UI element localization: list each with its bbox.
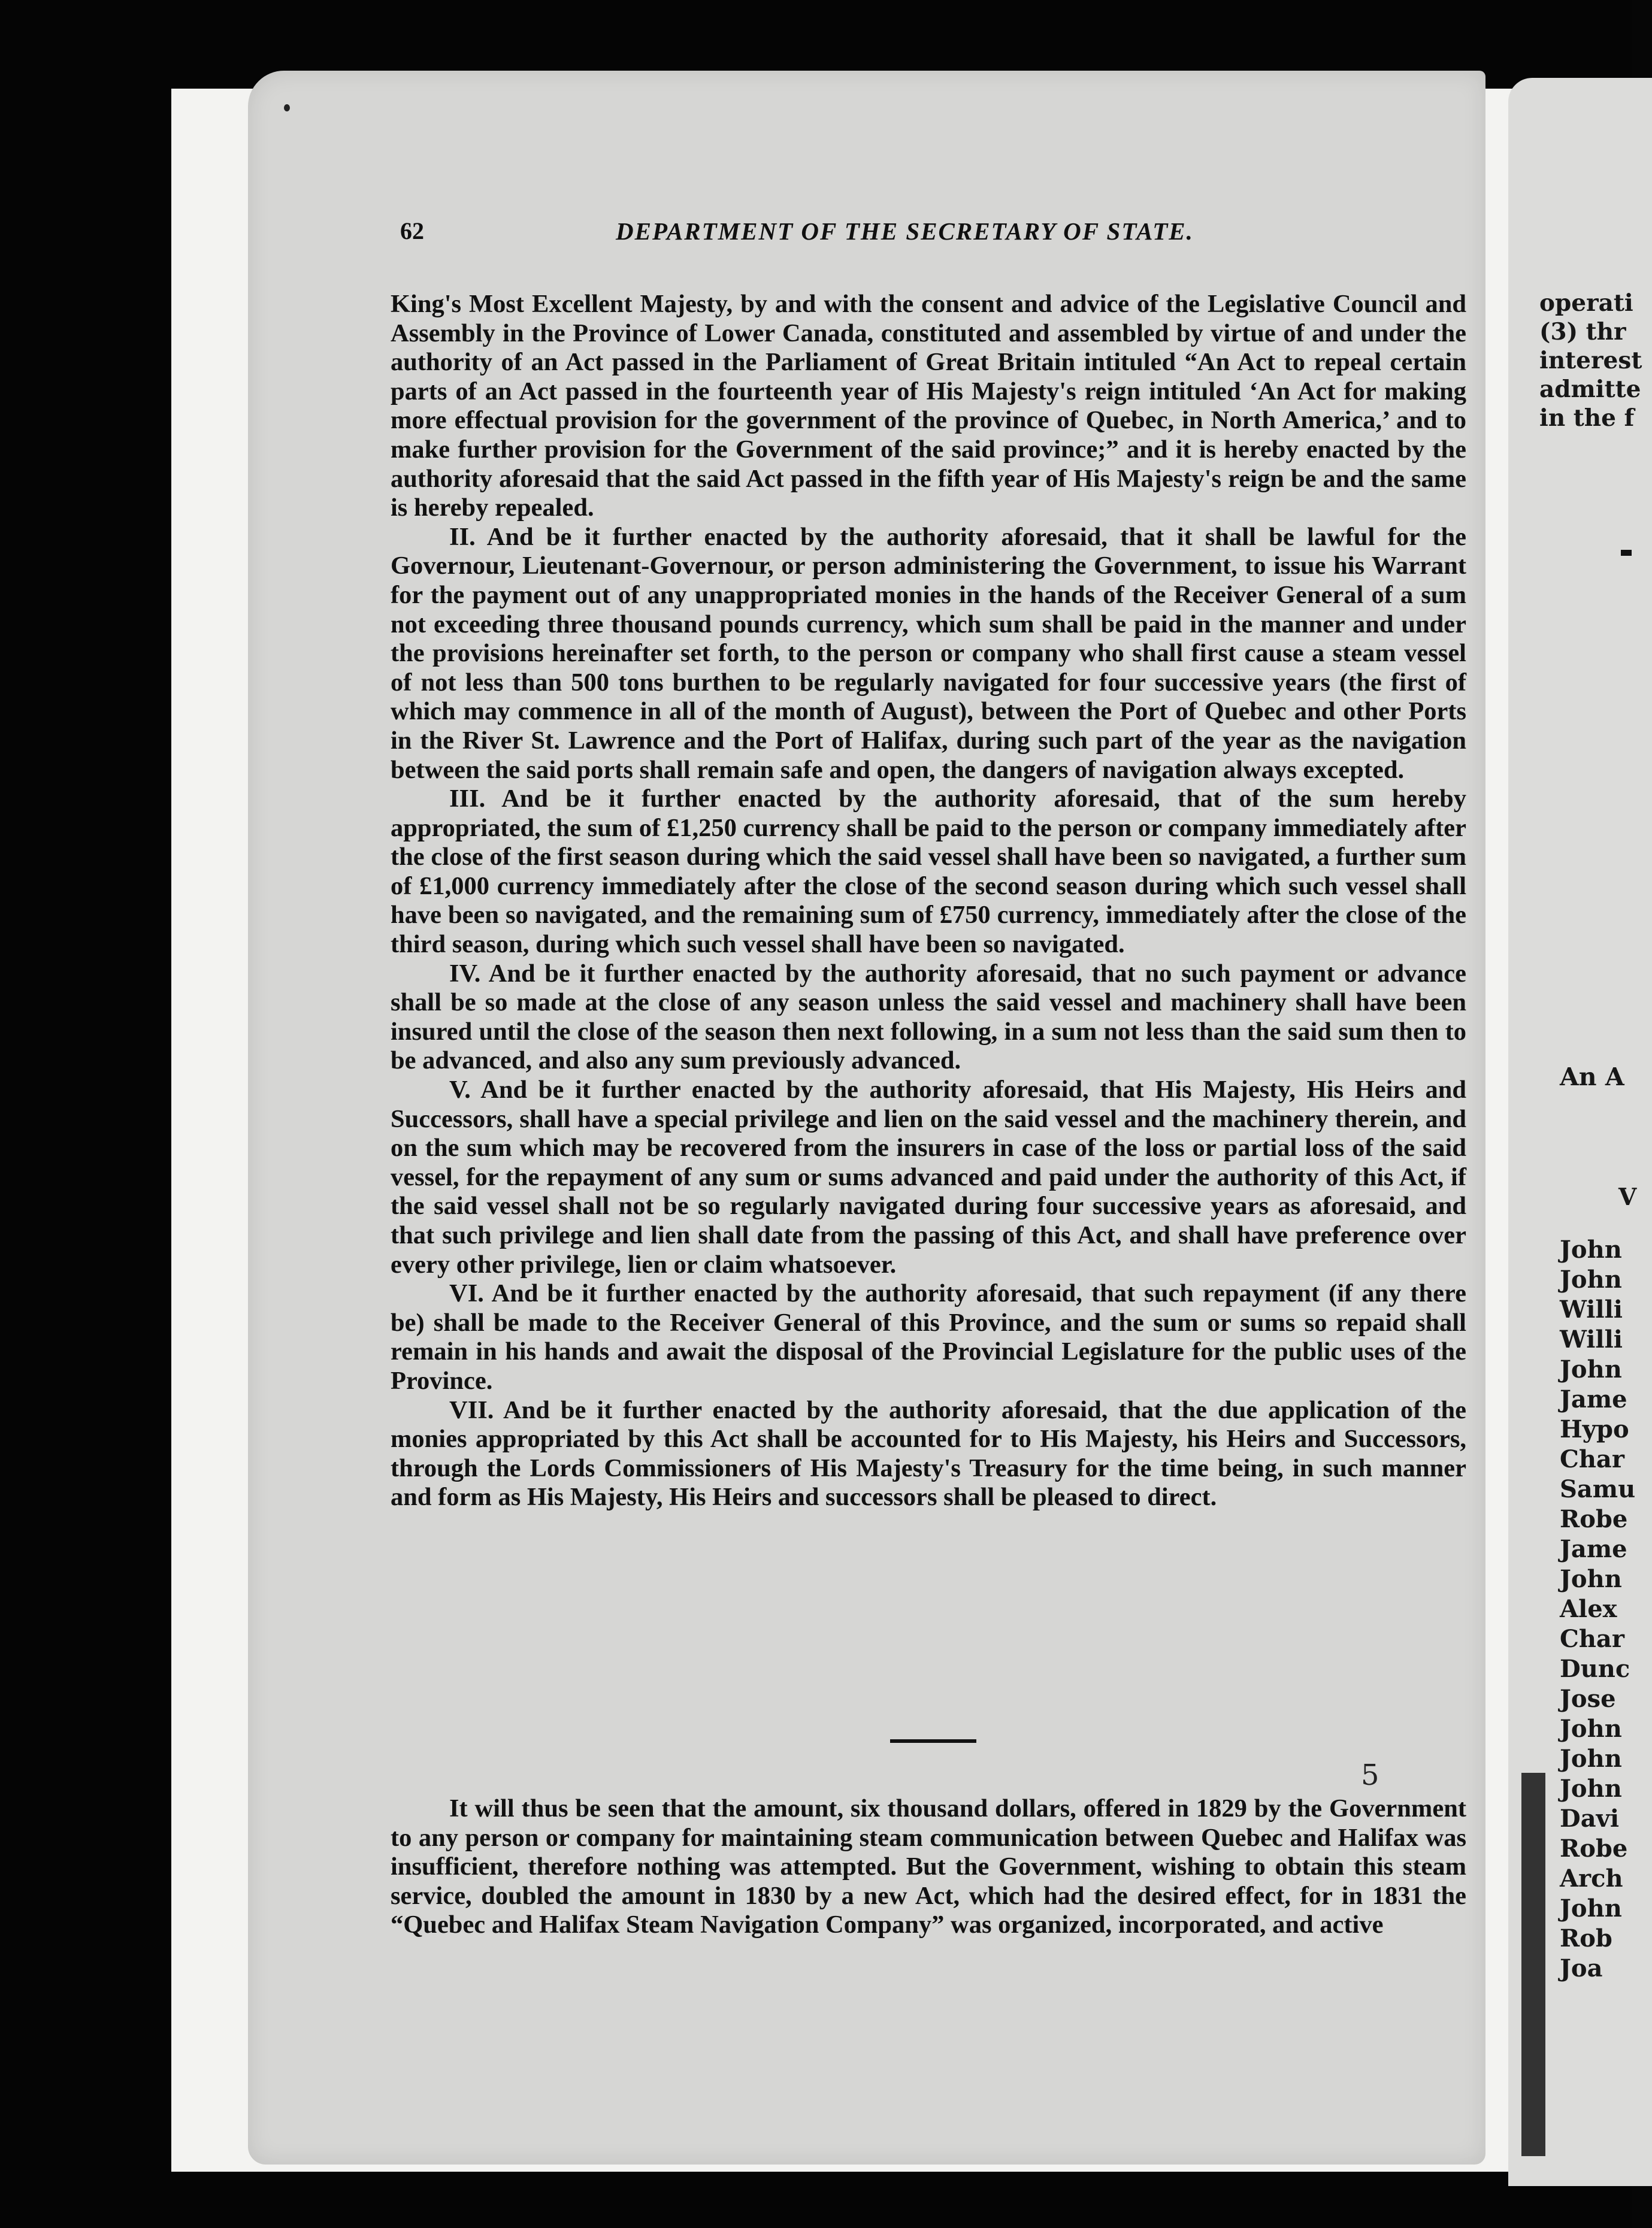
adjacent-page-name-list <box>1560 1235 1635 1984</box>
running-head: DEPARTMENT OF THE SECRETARY OF STATE. <box>616 217 1194 245</box>
adjacent-name: Jame <box>1560 1385 1627 1413</box>
adjacent-name: Joa <box>1560 1954 1603 1982</box>
adjacent-fragment: (3) thr <box>1539 318 1626 346</box>
handwritten-annotation: 5 <box>1361 1758 1379 1792</box>
adjacent-name: Robe <box>1560 1835 1628 1863</box>
adjacent-name: Dunc <box>1560 1655 1630 1683</box>
page-header <box>400 217 1243 247</box>
adjacent-name: Char <box>1560 1625 1624 1653</box>
adjacent-name: Jose <box>1560 1685 1616 1713</box>
adjacent-page-top-fragments <box>1539 289 1642 432</box>
adjacent-name: Hypo <box>1560 1415 1629 1443</box>
act-section-3: III. And be it further enacted by the authority aforesaid, that of the sum hereby appropriated, the sum of £1,250 currency shall be paid to the person or company immediately after the close of the first season during which the said vessel shall have been so navigated, a further sum of £1,000 currency immediately after the close of the second season during which such vessel shall have been so navigated, and the remaining sum of £750 currency, immediately after the close of the third season, during which such vessel shall have been so navigated. <box>391 785 1466 959</box>
page-speck <box>284 104 290 111</box>
act-section-2: II. And be it further enacted by the authority aforesaid, that it shall be lawful for the Governour, Lieutenant-Governour, or person administering the Government, to issue his Warrant for the payment out of any unappropriated monies in the hands of the Receiver General of a sum not exceeding three thousand pounds currency, which sum shall be paid in the manner and under the provisions hereinafter set forth, to the person or company who shall first cause a steam vessel of not less than 500 tons burthen to be regularly navigated for four successive years (the first of which may commence in all of the month of August), between the Port of Quebec and other Ports in the River St. Lawrence and the Port of Halifax, during such part of the year as the navigation between the said ports shall remain safe and open, the dangers of navigation always excepted. <box>391 522 1466 784</box>
adjacent-name: John <box>1560 1355 1622 1384</box>
commentary-paragraph: It will thus be seen that the amount, six thousand dollars, offered in 1829 by the Government to any person or company for maintaining steam communication between Quebec and Halifax was insufficient, therefore nothing was attempted. But the Government, wishing to obtain this steam service, doubled the amount in 1830 by a new Act, which had the desired effect, for in 1831 the “Quebec and Halifax Steam Navigation Company” was organized, incorporated, and active <box>391 1794 1466 1939</box>
adjacent-name: Rob <box>1560 1924 1612 1952</box>
adjacent-page-heading-fragment: An A <box>1560 1062 1624 1091</box>
adjacent-name: John <box>1560 1894 1622 1923</box>
adjacent-name: John <box>1560 1715 1622 1743</box>
adjacent-name: Samu <box>1560 1475 1636 1503</box>
adjacent-name: John <box>1560 1565 1622 1593</box>
adjacent-page-ink-mark <box>1621 550 1632 556</box>
act-section-7: VII. And be it further enacted by the authority aforesaid, that the due application of the monies appropriated by this Act shall be accounted for to His Majesty, his Heirs and Successors, through the Lords Commissioners of His Majesty's Treasury for the time being, in such manner and form as His Majesty, His Heirs and successors shall be pleased to direct. <box>391 1395 1466 1512</box>
adjacent-name: Robe <box>1560 1505 1628 1533</box>
act-paragraph-preamble: King's Most Excellent Majesty, by and with the consent and advice of the Legislative Council and Assembly in the Province of Lower Canada, constituted and assembled by virtue of and under the authority of an Act passed in the Parliament of Great Britain intituled “An Act to repeal certain parts of an Act passed in the fourteenth year of His Majesty's reign intituled ‘An Act for making more effectual provision for the government of the province of Quebec, in North America,’ and to make further provision for the Government of the said province;” and it is hereby enacted by the authority aforesaid that the said Act passed in the fifth year of His Majesty's reign be and the same is hereby repealed. <box>391 290 1466 522</box>
adjacent-fragment: interest <box>1539 347 1642 374</box>
adjacent-name: Willi <box>1560 1295 1623 1324</box>
adjacent-name: John <box>1560 1236 1622 1264</box>
page-number: 62 <box>400 217 424 244</box>
adjacent-name: Alex <box>1560 1595 1617 1623</box>
adjacent-name: Davi <box>1560 1805 1620 1833</box>
adjacent-page-gutter-shadow <box>1521 1773 1545 2156</box>
adjacent-fragment: admitte <box>1539 376 1641 403</box>
section-divider-rule <box>890 1739 976 1743</box>
adjacent-fragment: in the f <box>1539 404 1635 432</box>
adjacent-page-initial-fragment: V <box>1618 1183 1637 1211</box>
act-section-4: IV. And be it further enacted by the authority aforesaid, that no such payment or advance shall be so made at the close of any season unless the said vessel and machinery shall have been insured until the close of the season then next following, in a sum not less than the said sum then to be advanced, and also any sum previously advanced. <box>391 959 1466 1075</box>
adjacent-name: John <box>1560 1775 1622 1803</box>
adjacent-name: Arch <box>1560 1864 1623 1893</box>
adjacent-name: Willi <box>1560 1325 1623 1354</box>
act-section-6: VI. And be it further enacted by the authority aforesaid, that such repayment (if any there be) shall be made to the Receiver General of this Province, and the sum or sums so repaid shall remain in his hands and await the disposal of the Provincial Legislature for the public uses of the Province. <box>391 1279 1466 1395</box>
adjacent-name: John <box>1560 1745 1622 1773</box>
adjacent-name: Char <box>1560 1445 1624 1473</box>
act-text <box>391 290 1466 1512</box>
adjacent-fragment: operati <box>1539 289 1633 317</box>
adjacent-name: John <box>1560 1266 1622 1294</box>
act-section-5: V. And be it further enacted by the authority aforesaid, that His Majesty, His Heirs and Successors, shall have a special privilege and lien on the said vessel and the machinery therein, and on the sum which may be recovered from the insurers in case of the loss or partial loss of the said vessel, for the repayment of any sum or sums advanced and paid under the authority of this Act, if the said vessel shall not be so regularly navigated during four successive years as aforesaid, and that such privilege and lien shall date from the passing of this Act, and shall have preference over every other privilege, lien or claim whatsoever. <box>391 1076 1466 1279</box>
adjacent-name: Jame <box>1560 1535 1627 1563</box>
